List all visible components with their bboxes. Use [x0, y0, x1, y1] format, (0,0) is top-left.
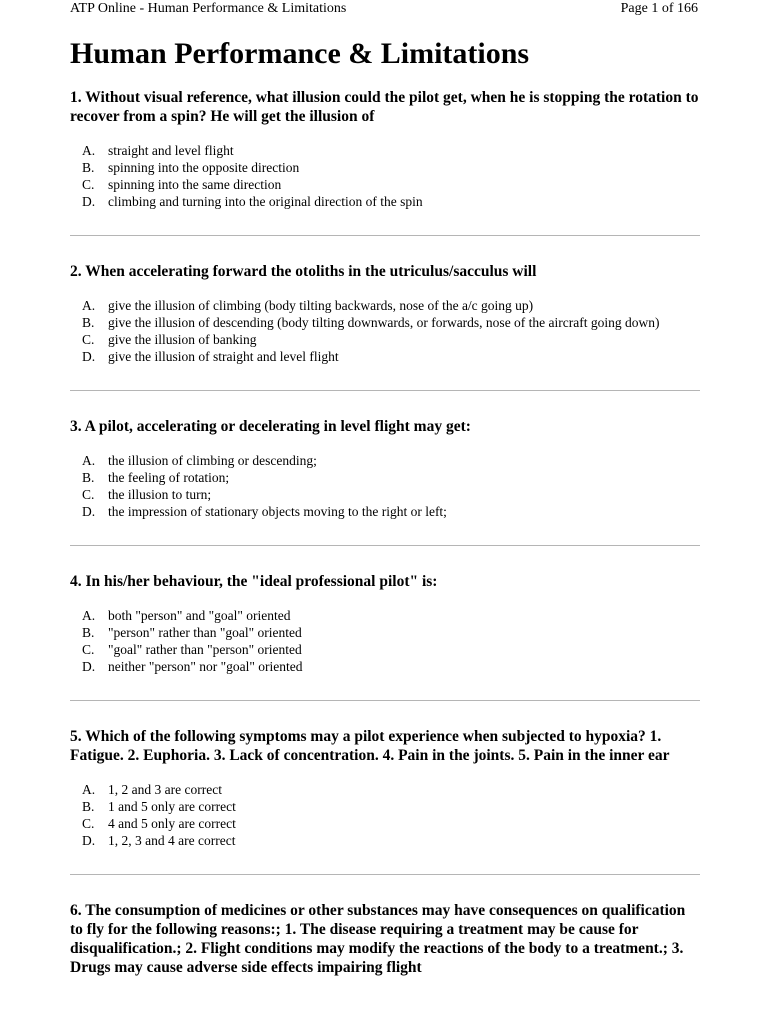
- answer-option: [70, 176, 700, 193]
- page-header: [70, 0, 698, 18]
- answer-option: [70, 142, 700, 159]
- question-text: 2. When accelerating forward the otoliths in the utriculus/sacculus will: [70, 263, 537, 280]
- answer-option: [70, 624, 700, 641]
- question-separator: [70, 874, 700, 875]
- option-text: climbing and turning into the original direction of the spin: [108, 194, 423, 209]
- question-list: [70, 88, 700, 977]
- question-block: [70, 417, 700, 520]
- option-letter: D.: [82, 194, 96, 209]
- header-source-title: ATP Online - Human Performance & Limitations: [70, 1, 347, 16]
- option-letter: C.: [82, 177, 95, 192]
- answer-option: [70, 798, 700, 815]
- question-block: [70, 88, 700, 210]
- option-letter: D.: [82, 659, 96, 674]
- option-text: give the illusion of banking: [108, 332, 257, 347]
- answer-option: [70, 658, 700, 675]
- page-number: Page 1 of 166: [620, 1, 698, 16]
- option-letter: A.: [82, 298, 96, 313]
- question-block: [70, 262, 700, 365]
- answer-option: [70, 832, 700, 849]
- option-text: straight and level flight: [108, 143, 234, 158]
- option-letter: C.: [82, 332, 95, 347]
- answer-option: [70, 486, 700, 503]
- option-text: the illusion of climbing or descending;: [108, 453, 317, 468]
- page-title: Human Performance & Limitations: [70, 37, 530, 70]
- option-letter: B.: [82, 160, 95, 175]
- option-letter: C.: [82, 487, 95, 502]
- option-letter: B.: [82, 799, 95, 814]
- answer-options: [70, 452, 700, 520]
- option-text: the illusion to turn;: [108, 487, 212, 502]
- option-letter: D.: [82, 349, 96, 364]
- answer-option: [70, 815, 700, 832]
- answer-options: [70, 607, 700, 675]
- answer-option: [70, 193, 700, 210]
- answer-options: [70, 781, 700, 849]
- option-text: the feeling of rotation;: [108, 470, 230, 485]
- question-text: 3. A pilot, accelerating or decelerating in level flight may get:: [70, 418, 471, 435]
- answer-option: [70, 331, 700, 348]
- answer-option: [70, 641, 700, 658]
- answer-option: [70, 469, 700, 486]
- answer-option: [70, 503, 700, 520]
- option-letter: A.: [82, 453, 96, 468]
- option-letter: C.: [82, 816, 95, 831]
- answer-options: [70, 142, 700, 210]
- answer-option: [70, 452, 700, 469]
- option-letter: D.: [82, 833, 96, 848]
- question-separator: [70, 235, 700, 236]
- option-text: 1, 2 and 3 are correct: [108, 782, 222, 797]
- question-text: 6. The consumption of medicines or other substances may have consequences on qualification to fly for the following reasons:; 1. The disease requiring a treatment may be cause for disqualification.; 2. Flight conditions may modify the reactions of the body to a treatment.; 3. Drugs may cause adverse side effects impairing flight: [70, 902, 686, 976]
- option-letter: A.: [82, 608, 96, 623]
- answer-option: [70, 314, 700, 331]
- answer-option: [70, 781, 700, 798]
- option-text: 4 and 5 only are correct: [108, 816, 236, 831]
- answer-option: [70, 159, 700, 176]
- option-text: "person" rather than "goal" oriented: [108, 625, 302, 640]
- option-letter: C.: [82, 642, 95, 657]
- question-block: [70, 901, 700, 977]
- answer-option: [70, 348, 700, 365]
- question-text: 5. Which of the following symptoms may a pilot experience when subjected to hypoxia? 1. Fatigue. 2. Euphoria. 3. Lack of concentration. 4. Pain in the joints. 5. Pain in the inner ear: [70, 728, 670, 764]
- question-separator: [70, 545, 700, 546]
- question-text: 1. Without visual reference, what illusion could the pilot get, when he is stopping the rotation to recover from a spin? He will get the illusion of: [70, 89, 699, 125]
- option-text: the impression of stationary objects moving to the right or left;: [108, 504, 447, 519]
- option-letter: B.: [82, 625, 95, 640]
- option-text: both "person" and "goal" oriented: [108, 608, 291, 623]
- answer-option: [70, 607, 700, 624]
- answer-option: [70, 297, 700, 314]
- option-letter: A.: [82, 143, 96, 158]
- option-text: "goal" rather than "person" oriented: [108, 642, 302, 657]
- question-separator: [70, 390, 700, 391]
- option-text: spinning into the opposite direction: [108, 160, 300, 175]
- question-block: [70, 727, 700, 849]
- option-text: 1 and 5 only are correct: [108, 799, 236, 814]
- option-text: neither "person" nor "goal" oriented: [108, 659, 303, 674]
- option-text: spinning into the same direction: [108, 177, 282, 192]
- question-separator: [70, 700, 700, 701]
- question-block: [70, 572, 700, 675]
- option-letter: D.: [82, 504, 96, 519]
- option-letter: B.: [82, 315, 95, 330]
- option-text: give the illusion of straight and level flight: [108, 349, 339, 364]
- option-text: give the illusion of climbing (body tilting backwards, nose of the a/c going up): [108, 298, 534, 313]
- option-text: 1, 2, 3 and 4 are correct: [108, 833, 236, 848]
- option-letter: A.: [82, 782, 96, 797]
- answer-options: [70, 297, 700, 365]
- option-text: give the illusion of descending (body tilting downwards, or forwards, nose of the aircraft going down): [108, 315, 660, 330]
- question-text: 4. In his/her behaviour, the "ideal professional pilot" is:: [70, 573, 438, 590]
- option-letter: B.: [82, 470, 95, 485]
